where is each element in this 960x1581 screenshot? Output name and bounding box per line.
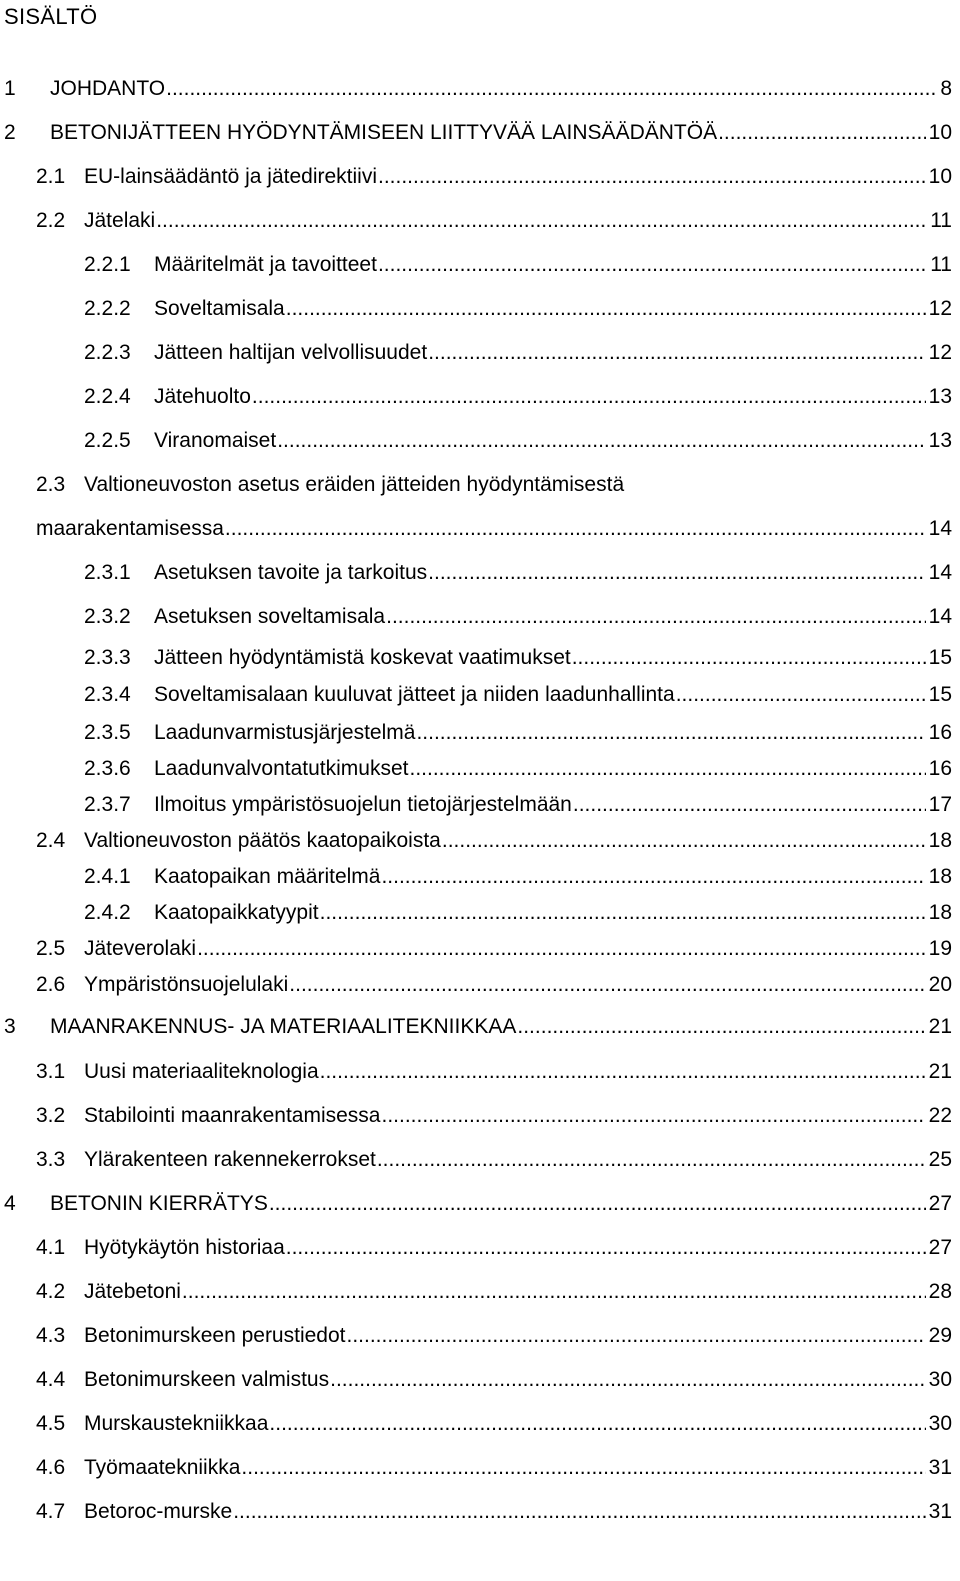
toc-entry-title-continuation: maarakentamisessa (36, 517, 224, 540)
toc-entry-number: 2.2.4 (84, 385, 131, 408)
toc-entry-page: 25 (928, 1148, 952, 1171)
toc-entry-number: 4.5 (36, 1412, 66, 1435)
dot-leader (718, 118, 926, 148)
toc-entry-page: 31 (928, 1500, 952, 1523)
toc-entry-page: 10 (928, 165, 952, 188)
toc-entry-number: 2.2.1 (84, 253, 131, 276)
toc-entry-page: 27 (928, 1236, 952, 1259)
dot-leader (381, 862, 925, 892)
toc-entry-page: 15 (928, 683, 952, 706)
toc-entry[interactable] (84, 294, 952, 324)
toc-entry[interactable] (4, 1012, 952, 1042)
dot-leader (197, 934, 926, 964)
toc-entry-title: Jätteen haltijan velvollisuudet (154, 341, 428, 364)
toc-entry[interactable] (84, 898, 952, 928)
toc-entry-page: 14 (928, 561, 952, 584)
toc-entry-title: Laadunvarmistusjärjestelmä (154, 721, 416, 744)
toc-entry[interactable] (36, 1057, 952, 1087)
toc-entry-number: 4.6 (36, 1456, 66, 1479)
toc-entry-page: 18 (928, 865, 952, 888)
toc-entry-number: 2.3.4 (84, 683, 131, 706)
toc-entry-title: Jätebetoni (84, 1280, 181, 1303)
toc-entry-number: 2.2 (36, 209, 66, 232)
toc-entry[interactable] (84, 558, 952, 588)
toc-entry-page: 11 (930, 209, 952, 232)
dot-leader (252, 382, 926, 412)
toc-entry-page: 17 (928, 793, 952, 816)
toc-entry[interactable] (4, 1189, 952, 1219)
toc-entry-number: 2.5 (36, 937, 66, 960)
toc-entry[interactable] (84, 338, 952, 368)
toc-entry-title: Jätteen hyödyntämistä koskevat vaatimukset (154, 646, 571, 669)
toc-entry-number: 4.1 (36, 1236, 66, 1259)
toc-entry[interactable] (36, 826, 952, 856)
toc-entry-title: Asetuksen tavoite ja tarkoitus (154, 561, 428, 584)
toc-entry[interactable] (84, 862, 952, 892)
toc-entry-number: 2.1 (36, 165, 66, 188)
toc-entry-number: 4.3 (36, 1324, 66, 1347)
dot-leader (166, 74, 937, 104)
toc-entry-number: 2.3.5 (84, 721, 131, 744)
toc-entry-title: Betonimurskeen perustiedot (84, 1324, 346, 1347)
toc-entry-title: Uusi materiaaliteknologia (84, 1060, 319, 1083)
toc-entry-page: 15 (928, 646, 952, 669)
dot-leader (572, 643, 926, 673)
dot-leader (676, 680, 926, 710)
dot-leader (378, 250, 927, 280)
toc-entry-number: 4 (4, 1192, 16, 1215)
toc-entry[interactable] (84, 426, 952, 456)
dot-leader (289, 970, 925, 1000)
toc-entry-number: 1 (4, 77, 16, 100)
toc-entry-page: 20 (928, 973, 952, 996)
toc-entry-title: Ilmoitus ympäristösuojelun tietojärjestelmään (154, 793, 572, 816)
dot-leader (241, 1453, 925, 1483)
toc-entry-title: BETONIN KIERRÄTYS (50, 1192, 268, 1215)
toc-entry[interactable] (36, 514, 952, 544)
toc-entry-number: 3.3 (36, 1148, 66, 1171)
toc-entry-first-line[interactable] (36, 470, 624, 500)
toc-entry-page: 14 (928, 517, 952, 540)
dot-leader (182, 1277, 926, 1307)
toc-entry-title: Jätehuolto (154, 385, 251, 408)
dot-leader (286, 294, 926, 324)
toc-entry-page: 28 (928, 1280, 952, 1303)
toc-entry-title: Betoroc-murske (84, 1500, 233, 1523)
toc-entry-page: 30 (928, 1412, 952, 1435)
toc-entry-page: 21 (928, 1060, 952, 1083)
toc-entry-title: Hyötykäytön historiaa (84, 1236, 285, 1259)
toc-entry-title: Soveltamisala (154, 297, 285, 320)
toc-entry-page: 18 (928, 829, 952, 852)
dot-leader (573, 790, 926, 820)
dot-leader (381, 1101, 925, 1131)
toc-entry-number: 2.3.1 (84, 561, 131, 584)
toc-entry[interactable] (84, 754, 952, 784)
dot-leader (377, 1145, 926, 1175)
toc-entry-title: Määritelmät ja tavoitteet (154, 253, 377, 276)
toc-entry-page: 18 (928, 901, 952, 924)
toc-entry[interactable] (4, 74, 952, 104)
toc-entry-title: Murskaustekniikkaa (84, 1412, 269, 1435)
toc-entry-number: 2.4.2 (84, 901, 131, 924)
toc-entry-page: 12 (928, 341, 952, 364)
dot-leader (410, 754, 926, 784)
toc-entry[interactable] (36, 162, 952, 192)
toc-entry[interactable] (36, 1409, 952, 1439)
toc-entry[interactable] (84, 718, 952, 748)
toc-entry[interactable] (36, 934, 952, 964)
toc-entry[interactable] (4, 118, 952, 148)
toc-entry-page: 16 (928, 721, 952, 744)
toc-entry-title: Kaatopaikkatyypit (154, 901, 319, 924)
toc-entry[interactable] (84, 602, 952, 632)
toc-entry-title: Ympäristönsuojelulaki (84, 973, 289, 996)
toc-entry-page: 13 (928, 385, 952, 408)
toc-entry-title: Ylärakenteen rakennekerrokset (84, 1148, 376, 1171)
toc-entry-number: 2.2.3 (84, 341, 131, 364)
dot-leader (378, 162, 926, 192)
toc-entry-page: 11 (930, 253, 952, 276)
toc-entry-page: 30 (928, 1368, 952, 1391)
dot-leader (347, 1321, 926, 1351)
toc-entry[interactable] (36, 1145, 952, 1175)
toc-entry-page: 22 (928, 1104, 952, 1127)
toc-entry-page: 14 (928, 605, 952, 628)
toc-entry-title: BETONIJÄTTEEN HYÖDYNTÄMISEEN LIITTYVÄÄ LAINSÄÄDÄNTÖÄ (50, 121, 718, 144)
dot-leader (442, 826, 926, 856)
toc-entry-number: 2 (4, 121, 16, 144)
toc-entry-title: Soveltamisalaan kuuluvat jätteet ja niiden laadunhallinta (154, 683, 675, 706)
toc-entry-page: 21 (928, 1015, 952, 1038)
dot-leader (269, 1409, 925, 1439)
toc-entry[interactable] (84, 250, 952, 280)
toc-entry-page: 19 (928, 937, 952, 960)
toc-entry-title: EU-lainsäädäntö ja jätedirektiivi (84, 165, 377, 188)
dot-leader (517, 1012, 925, 1042)
toc-entry-page: 13 (928, 429, 952, 452)
toc-entry-title: Valtioneuvoston asetus eräiden jätteiden hyödyntämisestä (84, 473, 625, 496)
toc-entry-page: 8 (940, 77, 952, 100)
toc-heading: SISÄLTÖ (4, 4, 98, 29)
toc-entry-number: 3.1 (36, 1060, 66, 1083)
toc-entry-number: 2.3.7 (84, 793, 131, 816)
toc-entry-title: Valtioneuvoston päätös kaatopaikoista (84, 829, 441, 852)
dot-leader (320, 898, 926, 928)
dot-leader (386, 602, 926, 632)
toc-entry-number: 4.7 (36, 1500, 66, 1523)
toc-entry-number: 2.3.3 (84, 646, 131, 669)
toc-entry-page: 27 (928, 1192, 952, 1215)
toc-entry-title: Jätelaki (84, 209, 156, 232)
toc-entry-number: 2.3.6 (84, 757, 131, 780)
dot-leader (225, 514, 926, 544)
toc-entry-number: 2.2.5 (84, 429, 131, 452)
toc-entry[interactable] (84, 680, 952, 710)
dot-leader (416, 718, 925, 748)
toc-entry[interactable] (84, 382, 952, 412)
toc-entry-number: 2.2.2 (84, 297, 131, 320)
toc-entry-title: Betonimurskeen valmistus (84, 1368, 330, 1391)
toc-entry-number: 3.2 (36, 1104, 66, 1127)
dot-leader (428, 558, 925, 588)
toc-entry[interactable] (36, 1277, 952, 1307)
dot-leader (277, 426, 925, 456)
toc-entry[interactable] (36, 1321, 952, 1351)
toc-entry-page: 16 (928, 757, 952, 780)
toc-entry[interactable] (84, 643, 952, 673)
dot-leader (428, 338, 925, 368)
toc-entry-page: 31 (928, 1456, 952, 1479)
toc-entry-number: 2.4 (36, 829, 66, 852)
toc-entry-title: MAANRAKENNUS- JA MATERIAALITEKNIIKKAA (50, 1015, 517, 1038)
toc-entry[interactable] (36, 1497, 952, 1527)
dot-leader (156, 206, 927, 236)
toc-entry[interactable] (36, 1233, 952, 1263)
dot-leader (233, 1497, 925, 1527)
toc-entry-number: 2.3 (36, 473, 66, 496)
toc-entry-number: 4.4 (36, 1368, 66, 1391)
toc-entry-title: Viranomaiset (154, 429, 277, 452)
toc-entry[interactable] (36, 1453, 952, 1483)
dot-leader (320, 1057, 926, 1087)
toc-entry-number: 3 (4, 1015, 16, 1038)
toc-entry[interactable] (36, 206, 952, 236)
toc-entry-title: Stabilointi maanrakentamisessa (84, 1104, 381, 1127)
toc-entry[interactable] (36, 1365, 952, 1395)
dot-leader (286, 1233, 926, 1263)
toc-entry-number: 2.6 (36, 973, 66, 996)
toc-entry-title: Asetuksen soveltamisala (154, 605, 386, 628)
toc-entry-page: 10 (928, 121, 952, 144)
toc-entry-number: 4.2 (36, 1280, 66, 1303)
toc-entry-page: 12 (928, 297, 952, 320)
toc-entry[interactable] (36, 970, 952, 1000)
toc-entry-number: 2.3.2 (84, 605, 131, 628)
toc-entry-title: JOHDANTO (50, 77, 166, 100)
toc-entry-title: Laadunvalvontatutkimukset (154, 757, 409, 780)
toc-entry-page: 29 (928, 1324, 952, 1347)
toc-entry[interactable] (84, 790, 952, 820)
toc-entry[interactable] (36, 1101, 952, 1131)
dot-leader (330, 1365, 926, 1395)
toc-entry-title: Jäteverolaki (84, 937, 197, 960)
toc-entry-title: Kaatopaikan määritelmä (154, 865, 381, 888)
dot-leader (269, 1189, 926, 1219)
toc-entry-title: Työmaatekniikka (84, 1456, 241, 1479)
toc-entry-number: 2.4.1 (84, 865, 131, 888)
